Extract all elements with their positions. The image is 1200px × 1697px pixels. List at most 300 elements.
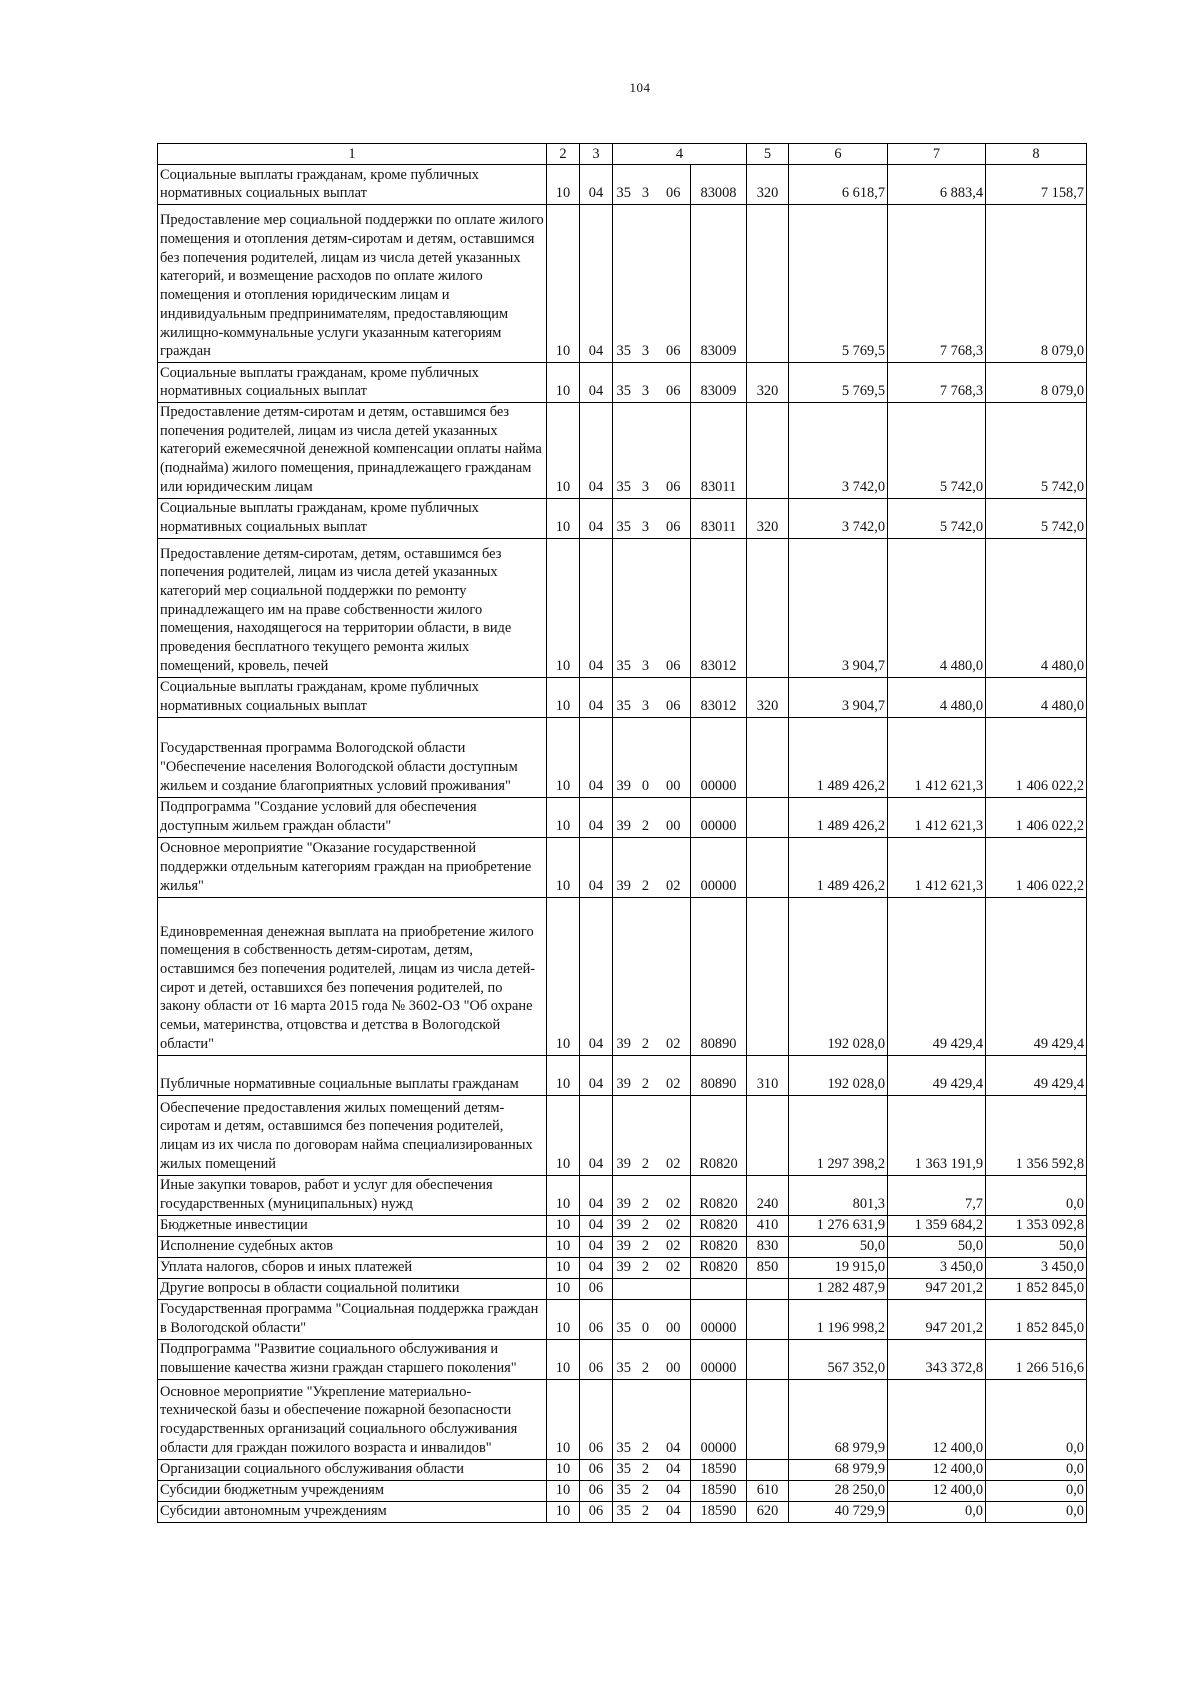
row-subsection-cell: 04 [580,677,613,717]
row-amount-8-cell: 8 079,0 [986,363,1087,403]
row-subsection-cell: 04 [580,1095,613,1175]
row-name-cell: Социальные выплаты гражданам, кроме публичных нормативных социальных выплат [158,498,547,538]
row-section-cell: 10 [547,1055,580,1095]
row-amount-8-cell: 49 429,4 [986,1055,1087,1095]
row-name-cell: Государственная программа "Социальная поддержка граждан в Вологодской области" [158,1299,547,1339]
row-name-cell: Единовременная денежная выплата на приобретение жилого помещения в собственность детям-сиротам, детям, оставшимся без попечения родителей, лицам из числа детей-сирот и детей, оставшихся без попечения родителей, по закону области от 16 марта 2015 года № 3602-ОЗ "Об охране семьи, материнства, отцовства и детства в Вологодской области" [158,897,547,1055]
row-subprogram-code-cell: 2 [635,897,657,1055]
row-activity-code-cell: 06 [657,403,691,499]
row-activity-code-cell: 06 [657,538,691,677]
row-direction-code-cell: R0820 [691,1236,747,1257]
row-section-cell: 10 [547,538,580,677]
row-expense-type-cell [747,1278,789,1299]
row-expense-type-cell [747,538,789,677]
row-expense-type-cell [747,897,789,1055]
header-col-8: 8 [986,144,1087,165]
row-section-cell: 10 [547,1175,580,1215]
row-subsection-cell: 04 [580,205,613,363]
row-expense-type-cell [747,1379,789,1459]
row-name-cell: Основное мероприятие "Оказание государственной поддержки отдельным категориям граждан на приобретение жилья" [158,837,547,897]
row-amount-8-cell: 1 266 516,6 [986,1339,1087,1379]
row-program-code-cell: 39 [613,1236,635,1257]
row-amount-8-cell: 1 406 022,2 [986,797,1087,837]
row-amount-8-cell: 1 356 592,8 [986,1095,1087,1175]
row-amount-7-cell: 1 412 621,3 [888,797,986,837]
row-name-cell: Социальные выплаты гражданам, кроме публичных нормативных социальных выплат [158,165,547,205]
row-subsection-cell: 04 [580,363,613,403]
header-col-1: 1 [158,144,547,165]
row-subprogram-code-cell: 3 [635,403,657,499]
row-direction-code-cell [691,1278,747,1299]
row-subprogram-code-cell: 2 [635,1236,657,1257]
row-expense-type-cell [747,1339,789,1379]
row-amount-6-cell: 5 769,5 [789,363,888,403]
row-amount-6-cell: 1 282 487,9 [789,1278,888,1299]
row-name-cell: Предоставление мер социальной поддержки по оплате жилого помещения и отопления детям-сиротам и детям, оставшимся без попечения родителей, лицам из числа детей указанных категорий, и возмещение расходов по оплате жилого помещения и отопления юридическим лицам и индивидуальным предпринимателям, предоставляющим жилищно-коммунальные услуги указанным категориям граждан [158,205,547,363]
table-row [158,1175,1087,1215]
row-amount-6-cell: 567 352,0 [789,1339,888,1379]
row-amount-6-cell: 50,0 [789,1236,888,1257]
row-amount-7-cell: 947 201,2 [888,1278,986,1299]
row-program-code-cell: 39 [613,897,635,1055]
row-amount-8-cell: 1 852 845,0 [986,1278,1087,1299]
row-activity-code-cell: 02 [657,837,691,897]
row-activity-code-cell: 00 [657,717,691,797]
row-subsection-cell: 04 [580,797,613,837]
row-subprogram-code-cell: 2 [635,1480,657,1501]
table-row [158,1215,1087,1236]
row-amount-7-cell: 49 429,4 [888,897,986,1055]
row-section-cell: 10 [547,1236,580,1257]
row-name-cell: Социальные выплаты гражданам, кроме публичных нормативных социальных выплат [158,677,547,717]
row-amount-7-cell: 12 400,0 [888,1379,986,1459]
row-activity-code-cell: 00 [657,1339,691,1379]
row-section-cell: 10 [547,797,580,837]
row-direction-code-cell: 18590 [691,1501,747,1522]
row-amount-8-cell: 0,0 [986,1175,1087,1215]
row-activity-code-cell: 06 [657,165,691,205]
row-direction-code-cell: 00000 [691,1379,747,1459]
table-row [158,403,1087,499]
row-amount-8-cell: 4 480,0 [986,538,1087,677]
table-row [158,1459,1087,1480]
row-direction-code-cell: R0820 [691,1215,747,1236]
row-program-code-cell: 35 [613,677,635,717]
row-expense-type-cell: 320 [747,498,789,538]
row-expense-type-cell [747,205,789,363]
row-amount-7-cell: 4 480,0 [888,538,986,677]
table-row [158,1501,1087,1522]
header-col-2: 2 [547,144,580,165]
row-name-cell: Исполнение судебных актов [158,1236,547,1257]
row-activity-code-cell: 04 [657,1379,691,1459]
row-amount-6-cell: 28 250,0 [789,1480,888,1501]
row-amount-7-cell: 4 480,0 [888,677,986,717]
row-program-code-cell: 39 [613,717,635,797]
row-amount-8-cell: 5 742,0 [986,498,1087,538]
row-program-code-cell [613,1278,635,1299]
row-subprogram-code-cell: 2 [635,1215,657,1236]
row-activity-code-cell: 02 [657,1095,691,1175]
row-activity-code-cell: 06 [657,205,691,363]
row-activity-code-cell: 02 [657,1175,691,1215]
row-amount-8-cell: 0,0 [986,1501,1087,1522]
row-section-cell: 10 [547,1501,580,1522]
row-section-cell: 10 [547,363,580,403]
row-name-cell: Публичные нормативные социальные выплаты гражданам [158,1055,547,1095]
budget-table [157,143,1087,1523]
row-subsection-cell: 04 [580,403,613,499]
row-amount-7-cell: 12 400,0 [888,1480,986,1501]
row-name-cell: Подпрограмма "Развитие социального обслуживания и повышение качества жизни граждан старшего поколения" [158,1339,547,1379]
row-amount-8-cell: 5 742,0 [986,403,1087,499]
row-activity-code-cell: 00 [657,1299,691,1339]
row-amount-7-cell: 50,0 [888,1236,986,1257]
row-section-cell: 10 [547,897,580,1055]
page-number: 104 [629,80,651,95]
row-program-code-cell: 39 [613,1215,635,1236]
row-program-code-cell: 35 [613,1339,635,1379]
row-amount-7-cell: 1 359 684,2 [888,1215,986,1236]
row-subprogram-code-cell: 3 [635,165,657,205]
table-row [158,1055,1087,1095]
row-program-code-cell: 35 [613,1480,635,1501]
row-subsection-cell: 04 [580,1236,613,1257]
row-amount-8-cell: 49 429,4 [986,897,1087,1055]
row-activity-code-cell: 02 [657,1215,691,1236]
row-direction-code-cell: 18590 [691,1480,747,1501]
row-name-cell: Социальные выплаты гражданам, кроме публичных нормативных социальных выплат [158,363,547,403]
row-activity-code-cell: 04 [657,1480,691,1501]
table-row [158,1236,1087,1257]
table-row [158,1257,1087,1278]
row-direction-code-cell: 83008 [691,165,747,205]
row-direction-code-cell: R0820 [691,1257,747,1278]
row-amount-6-cell: 1 489 426,2 [789,837,888,897]
header-col-6: 6 [789,144,888,165]
row-amount-6-cell: 1 196 998,2 [789,1299,888,1339]
table-body [158,165,1087,1523]
row-section-cell: 10 [547,1278,580,1299]
row-subsection-cell: 06 [580,1480,613,1501]
row-subprogram-code-cell: 2 [635,1257,657,1278]
row-expense-type-cell: 240 [747,1175,789,1215]
row-expense-type-cell: 320 [747,677,789,717]
row-amount-6-cell: 1 489 426,2 [789,797,888,837]
row-amount-7-cell: 5 742,0 [888,403,986,499]
header-col-5: 5 [747,144,789,165]
header-col-7: 7 [888,144,986,165]
row-amount-6-cell: 3 904,7 [789,538,888,677]
row-amount-6-cell: 192 028,0 [789,897,888,1055]
row-program-code-cell: 35 [613,1379,635,1459]
row-name-cell: Уплата налогов, сборов и иных платежей [158,1257,547,1278]
row-direction-code-cell: 00000 [691,837,747,897]
row-direction-code-cell: 00000 [691,1339,747,1379]
row-expense-type-cell: 850 [747,1257,789,1278]
row-amount-8-cell: 4 480,0 [986,677,1087,717]
row-amount-7-cell: 7 768,3 [888,205,986,363]
row-direction-code-cell: 80890 [691,1055,747,1095]
row-activity-code-cell: 04 [657,1459,691,1480]
row-amount-7-cell: 6 883,4 [888,165,986,205]
row-subprogram-code-cell: 0 [635,717,657,797]
row-program-code-cell: 39 [613,1055,635,1095]
row-activity-code-cell: 00 [657,797,691,837]
row-amount-8-cell: 0,0 [986,1459,1087,1480]
table-row [158,363,1087,403]
row-direction-code-cell: R0820 [691,1175,747,1215]
row-amount-6-cell: 3 742,0 [789,403,888,499]
row-expense-type-cell [747,837,789,897]
row-subsection-cell: 04 [580,498,613,538]
table-row [158,1480,1087,1501]
row-subsection-cell: 06 [580,1339,613,1379]
row-subsection-cell: 06 [580,1379,613,1459]
row-program-code-cell: 39 [613,1175,635,1215]
header-col-4: 4 [613,144,747,165]
row-subprogram-code-cell: 3 [635,498,657,538]
row-subprogram-code-cell: 2 [635,1055,657,1095]
row-subprogram-code-cell: 3 [635,538,657,677]
row-name-cell: Обеспечение предоставления жилых помещений детям-сиротам и детям, оставшимся без попечения родителей, лицам из их числа по договорам найма специализированных жилых помещений [158,1095,547,1175]
table-row [158,205,1087,363]
table-row [158,1299,1087,1339]
row-program-code-cell: 39 [613,1095,635,1175]
row-amount-7-cell: 1 412 621,3 [888,837,986,897]
row-expense-type-cell: 620 [747,1501,789,1522]
row-section-cell: 10 [547,837,580,897]
row-program-code-cell: 35 [613,205,635,363]
row-activity-code-cell: 02 [657,897,691,1055]
row-activity-code-cell: 06 [657,363,691,403]
row-program-code-cell: 35 [613,1501,635,1522]
row-subsection-cell: 04 [580,897,613,1055]
row-subprogram-code-cell: 2 [635,1379,657,1459]
row-subprogram-code-cell: 3 [635,363,657,403]
row-subsection-cell: 04 [580,1257,613,1278]
row-program-code-cell: 35 [613,165,635,205]
table-row [158,165,1087,205]
row-section-cell: 10 [547,1215,580,1236]
row-subprogram-code-cell: 3 [635,205,657,363]
row-amount-6-cell: 801,3 [789,1175,888,1215]
row-amount-6-cell: 192 028,0 [789,1055,888,1095]
row-amount-7-cell: 1 363 191,9 [888,1095,986,1175]
row-subsection-cell: 06 [580,1299,613,1339]
row-amount-7-cell: 49 429,4 [888,1055,986,1095]
row-amount-6-cell: 68 979,9 [789,1459,888,1480]
row-activity-code-cell: 06 [657,677,691,717]
row-name-cell: Организации социального обслуживания области [158,1459,547,1480]
row-section-cell: 10 [547,677,580,717]
row-amount-6-cell: 3 904,7 [789,677,888,717]
table-row [158,837,1087,897]
table-row [158,1379,1087,1459]
row-amount-6-cell: 68 979,9 [789,1379,888,1459]
row-expense-type-cell: 830 [747,1236,789,1257]
row-name-cell: Предоставление детям-сиротам, детям, оставшимся без попечения родителей, лицам из числа детей указанных категорий мер социальной поддержки по ремонту принадлежащего им на праве собственности жилого помещения, находящегося на территории области, в виде проведения бесплатного текущего ремонта жилых помещений, кровель, печей [158,538,547,677]
row-amount-7-cell: 5 742,0 [888,498,986,538]
row-direction-code-cell: 83012 [691,677,747,717]
row-name-cell: Бюджетные инвестиции [158,1215,547,1236]
row-program-code-cell: 35 [613,1299,635,1339]
row-expense-type-cell [747,1459,789,1480]
row-subsection-cell: 04 [580,538,613,677]
row-subprogram-code-cell: 2 [635,837,657,897]
row-subprogram-code-cell [635,1278,657,1299]
row-subprogram-code-cell: 0 [635,1299,657,1339]
row-section-cell: 10 [547,498,580,538]
row-direction-code-cell: 83011 [691,498,747,538]
row-expense-type-cell [747,403,789,499]
table-row [158,498,1087,538]
row-name-cell: Предоставление детям-сиротам и детям, оставшимся без попечения родителей, лицам из числа детей указанных категорий ежемесячной денежной компенсации оплаты найма (поднайма) жилого помещения, принадлежащего гражданам или юридическим лицам [158,403,547,499]
row-amount-6-cell: 19 915,0 [789,1257,888,1278]
table-row [158,677,1087,717]
table-row [158,1095,1087,1175]
row-program-code-cell: 39 [613,1257,635,1278]
row-name-cell: Государственная программа Вологодской области "Обеспечение населения Вологодской области доступным жильем и создание благоприятных условий проживания" [158,717,547,797]
row-section-cell: 10 [547,1257,580,1278]
row-subprogram-code-cell: 2 [635,797,657,837]
row-amount-8-cell: 3 450,0 [986,1257,1087,1278]
row-activity-code-cell: 02 [657,1236,691,1257]
row-direction-code-cell: 83009 [691,363,747,403]
table-row [158,717,1087,797]
row-subsection-cell: 04 [580,1175,613,1215]
row-subsection-cell: 06 [580,1278,613,1299]
row-program-code-cell: 35 [613,363,635,403]
row-subsection-cell: 04 [580,165,613,205]
row-subprogram-code-cell: 2 [635,1459,657,1480]
row-amount-8-cell: 0,0 [986,1379,1087,1459]
row-amount-6-cell: 40 729,9 [789,1501,888,1522]
row-direction-code-cell: 83009 [691,205,747,363]
row-amount-6-cell: 6 618,7 [789,165,888,205]
row-name-cell: Субсидии автономным учреждениям [158,1501,547,1522]
row-amount-7-cell: 7,7 [888,1175,986,1215]
row-amount-8-cell: 1 406 022,2 [986,837,1087,897]
row-name-cell: Иные закупки товаров, работ и услуг для обеспечения государственных (муниципальных) нужд [158,1175,547,1215]
row-amount-7-cell: 0,0 [888,1501,986,1522]
table-header-row [158,144,1087,165]
row-section-cell: 10 [547,1299,580,1339]
row-amount-8-cell: 0,0 [986,1480,1087,1501]
row-amount-7-cell: 3 450,0 [888,1257,986,1278]
row-amount-6-cell: 1 489 426,2 [789,717,888,797]
row-amount-8-cell: 8 079,0 [986,205,1087,363]
row-expense-type-cell: 320 [747,165,789,205]
row-subprogram-code-cell: 2 [635,1095,657,1175]
row-name-cell: Основное мероприятие "Укрепление материально-технической базы и обеспечение пожарной безопасности государственных организаций социального обслуживания области для граждан пожилого возраста и инвалидов" [158,1379,547,1459]
row-direction-code-cell: 83012 [691,538,747,677]
row-program-code-cell: 39 [613,837,635,897]
row-expense-type-cell [747,717,789,797]
row-expense-type-cell: 610 [747,1480,789,1501]
row-program-code-cell: 35 [613,498,635,538]
row-amount-7-cell: 12 400,0 [888,1459,986,1480]
row-subsection-cell: 04 [580,837,613,897]
row-expense-type-cell: 320 [747,363,789,403]
row-activity-code-cell: 04 [657,1501,691,1522]
row-subprogram-code-cell: 2 [635,1175,657,1215]
row-amount-8-cell: 50,0 [986,1236,1087,1257]
row-amount-7-cell: 1 412 621,3 [888,717,986,797]
row-program-code-cell: 39 [613,797,635,837]
row-section-cell: 10 [547,205,580,363]
row-section-cell: 10 [547,1459,580,1480]
row-amount-7-cell: 7 768,3 [888,363,986,403]
row-name-cell: Другие вопросы в области социальной политики [158,1278,547,1299]
row-name-cell: Подпрограмма "Создание условий для обеспечения доступным жильем граждан области" [158,797,547,837]
row-direction-code-cell: 83011 [691,403,747,499]
row-expense-type-cell [747,1299,789,1339]
row-amount-8-cell: 1 852 845,0 [986,1299,1087,1339]
row-subsection-cell: 04 [580,717,613,797]
row-program-code-cell: 35 [613,1459,635,1480]
table-row [158,538,1087,677]
row-activity-code-cell [657,1278,691,1299]
row-subsection-cell: 04 [580,1055,613,1095]
row-subprogram-code-cell: 2 [635,1501,657,1522]
row-activity-code-cell: 02 [657,1257,691,1278]
row-amount-6-cell: 1 276 631,9 [789,1215,888,1236]
row-amount-7-cell: 343 372,8 [888,1339,986,1379]
row-section-cell: 10 [547,165,580,205]
row-direction-code-cell: 00000 [691,797,747,837]
row-direction-code-cell: R0820 [691,1095,747,1175]
row-amount-7-cell: 947 201,2 [888,1299,986,1339]
row-section-cell: 10 [547,1095,580,1175]
row-section-cell: 10 [547,1379,580,1459]
row-subsection-cell: 06 [580,1501,613,1522]
row-activity-code-cell: 02 [657,1055,691,1095]
row-subsection-cell: 06 [580,1459,613,1480]
row-amount-6-cell: 3 742,0 [789,498,888,538]
row-expense-type-cell: 310 [747,1055,789,1095]
row-amount-8-cell: 1 406 022,2 [986,717,1087,797]
row-program-code-cell: 35 [613,538,635,677]
row-activity-code-cell: 06 [657,498,691,538]
row-subprogram-code-cell: 3 [635,677,657,717]
row-direction-code-cell: 00000 [691,1299,747,1339]
row-program-code-cell: 35 [613,403,635,499]
row-subsection-cell: 04 [580,1215,613,1236]
table-row [158,1339,1087,1379]
table-row [158,797,1087,837]
header-col-3: 3 [580,144,613,165]
row-name-cell: Субсидии бюджетным учреждениям [158,1480,547,1501]
row-direction-code-cell: 80890 [691,897,747,1055]
row-amount-8-cell: 7 158,7 [986,165,1087,205]
row-amount-8-cell: 1 353 092,8 [986,1215,1087,1236]
row-subprogram-code-cell: 2 [635,1339,657,1379]
row-section-cell: 10 [547,717,580,797]
row-expense-type-cell [747,797,789,837]
row-expense-type-cell: 410 [747,1215,789,1236]
table-row [158,1278,1087,1299]
row-amount-6-cell: 1 297 398,2 [789,1095,888,1175]
row-direction-code-cell: 18590 [691,1459,747,1480]
row-direction-code-cell: 00000 [691,717,747,797]
row-amount-6-cell: 5 769,5 [789,205,888,363]
row-expense-type-cell [747,1095,789,1175]
table-row [158,897,1087,1055]
row-section-cell: 10 [547,1339,580,1379]
row-section-cell: 10 [547,1480,580,1501]
row-section-cell: 10 [547,403,580,499]
